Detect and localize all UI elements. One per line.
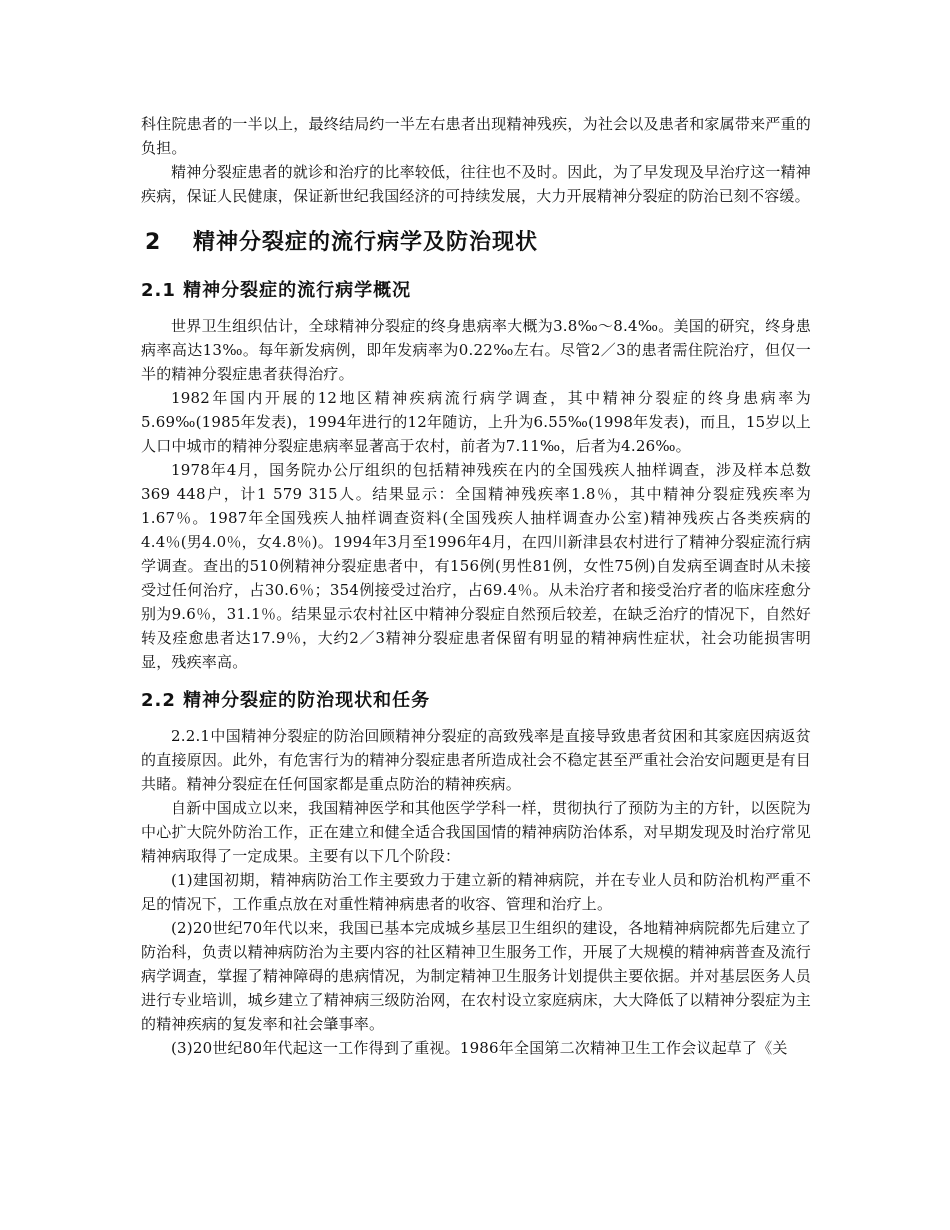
section-2-heading bbox=[141, 228, 811, 258]
document-page bbox=[141, 112, 811, 1060]
section-2-title: 精神分裂症的流行病学及防治现状 bbox=[193, 230, 539, 255]
section-2-2-paragraph: 2.2.1中国精神分裂症的防治回顾精神分裂症的高致残率是直接导致患者贫困和其家庭因病返贫的直接原因。此外，有危害行为的精神分裂症患者所造成社会不稳定甚至严重社会治安问题更是有目共睹。精神分裂症在任何国家都是重点防治的精神疾病。 bbox=[141, 727, 811, 793]
section-2-2-paragraph: (2)20世纪70年代以来，我国已基本完成城乡基层卫生组织的建设，各地精神病院都先后建立了防治科，负责以精神病防治为主要内容的社区精神卫生服务工作，开展了大规模的精神病普查及流行病学调查，掌握了精神障碍的患病情况，为制定精神卫生服务计划提供主要依据。并对基层医务人员进行专业培训，城乡建立了精神病三级防治网，在农村设立家庭病床，大大降低了以精神分裂症为主的精神疾病的复发率和社会肇事率。 bbox=[141, 919, 811, 1033]
section-2-number: 2 bbox=[145, 230, 162, 255]
intro-paragraph-2: 精神分裂症患者的就诊和治疗的比率较低，往往也不及时。因此，为了早发现及早治疗这一精神疾病，保证人民健康，保证新世纪我国经济的可持续发展，大力开展精神分裂症的防治已刻不容缓。 bbox=[141, 163, 811, 205]
intro-paragraph-1: 科住院患者的一半以上，最终结局约一半左右患者出现精神残疾，为社会以及患者和家属带来严重的负担。 bbox=[141, 115, 811, 157]
section-2-1-paragraph: 世界卫生组织估计，全球精神分裂症的终身患病率大概为3.8‰～8.4‰。美国的研究，终身患病率高达13‰。每年新发病例，即年发病率为0.22‰左右。尽管2／3的患者需住院治疗，但仅一半的精神分裂症患者获得治疗。 bbox=[141, 317, 811, 383]
section-2-1-paragraph: 1978年4月，国务院办公厅组织的包括精神残疾在内的全国残疾人抽样调查，涉及样本总数369 448户，计1 579 315人。结果显示：全国精神残疾率1.8％，其中精神分裂症残疾率为1.67％。1987年全国残疾人抽样调查资料(全国残疾人抽样调查办公室)精神残疾占各类疾病的4.4％(男4.0％，女4.8％)。1994年3月至1996年4月，在四川新津县农村进行了精神分裂症流行病学调查。查出的510例精神分裂症患者中，有156例(男性81例，女性75例)自发病至调查时从未接受过任何治疗，占30.6％；354例接受过治疗，占69.4％。从未治疗者和接受治疗者的临床痊愈分别为9.6％，31.1％。结果显示农村社区中精神分裂症自然预后较差，在缺乏治疗的情况下，自然好转及痊愈患者达17.9％，大约2／3精神分裂症患者保留有明显的精神病性症状，社会功能损害明显，残疾率高。 bbox=[141, 461, 811, 671]
section-2-2-heading: 2.2 精神分裂症的防治现状和任务 bbox=[141, 690, 431, 711]
section-2-1-heading: 2.1 精神分裂症的流行病学概况 bbox=[141, 280, 412, 301]
section-2-2-paragraph: (1)建国初期，精神病防治工作主要致力于建立新的精神病院，并在专业人员和防治机构严重不足的情况下，工作重点放在对重性精神病患者的收容、管理和治疗上。 bbox=[141, 871, 811, 913]
section-2-1-paragraph: 1982年国内开展的12地区精神疾病流行病学调查，其中精神分裂症的终身患病率为5.69‰(1985年发表)，1994年进行的12年随访，上升为6.55‰(1998年发表)，而且，15岁以上人口中城市的精神分裂症患病率显著高于农村，前者为7.11‰，后者为4.26‰。 bbox=[141, 389, 811, 455]
section-2-2-paragraph: 自新中国成立以来，我国精神医学和其他医学学科一样，贯彻执行了预防为主的方针，以医院为中心扩大院外防治工作，正在建立和健全适合我国国情的精神病防治体系，对早期发现及时治疗常见精神病取得了一定成果。主要有以下几个阶段： bbox=[141, 799, 811, 865]
section-2-2-paragraph: (3)20世纪80年代起这一工作得到了重视。1986年全国第二次精神卫生工作会议起草了《关 bbox=[171, 1039, 788, 1057]
